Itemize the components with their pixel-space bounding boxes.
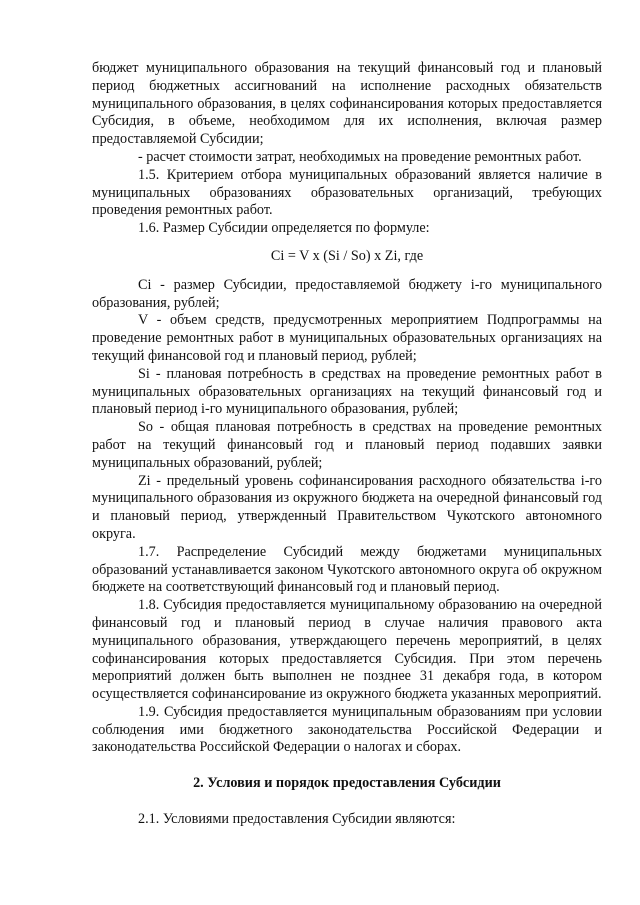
paragraph-2-1: 2.1. Условиями предоставления Субсидии являются: [138, 811, 456, 828]
paragraph-1-5: 1.5. Критерием отбора муниципальных образований является наличие в муниципальных образованиях образовательных организаций, требующих проведения ремонтных работ. [92, 166, 602, 219]
definition-zi: Zi - предельный уровень софинансирования расходного обязательства i-го муниципального образования из окружного бюджета на очередной финансовый год и плановый период, утвержденный Правительством Чукотского автономного округа. [92, 472, 602, 542]
paragraph-budget-continuation: бюджет муниципального образования на текущий финансовый год и плановый период бюджетных ассигнований на исполнение расходных обязательств муниципального образования, в целях софинансирования которых предоставляется Субсидия, в объеме, необходимом для их исполнения, включая размер предоставляемой Субсидии; [92, 60, 602, 148]
paragraph-1-6: 1.6. Размер Субсидии определяется по формуле: [138, 220, 430, 237]
section-heading: 2. Условия и порядок предоставления Субсидии [193, 775, 501, 792]
paragraph-1-9: 1.9. Субсидия предоставляется муниципальным образованиям при условии соблюдения ими бюджетного законодательства Российской Федерации и законодательства Российской Федерации о налогах и сборах. [92, 703, 602, 756]
definition-si: Si - плановая потребность в средствах на проведение ремонтных работ в муниципальных образовательных организациях на текущий финансовый год и плановый период i-го муниципального образования, рублей; [92, 365, 602, 418]
paragraph-cost-calculation: - расчет стоимости затрат, необходимых на проведение ремонтных работ. [138, 148, 582, 165]
paragraph-1-8: 1.8. Субсидия предоставляется муниципальному образованию на очередной финансовый год и плановый период в случае наличия правового акта муниципального образования, утверждающего перечень мероприятий, в целях софинансирования которых предоставляется Субсидия. При этом перечень мероприятий должен быть выполнен не позднее 31 декабря года, в котором осуществляется софинансирование из окружного бюджета указанных мероприятий. [92, 597, 602, 703]
definition-v: V - объем средств, предусмотренных мероприятием Подпрограммы на проведение ремонтных работ в муниципальных образовательных организациях на текущий финансовой год и плановый период, рублей; [92, 312, 602, 364]
paragraph-1-7: 1.7. Распределение Субсидий между бюджетами муниципальных образований устанавливается законом Чукотского автономного округа об окружном бюджете на соответствующий финансовый год и плановый период. [92, 543, 602, 596]
definition-ci: Ci - размер Субсидии, предоставляемой бюджету i-го муниципального образования, рублей; [92, 276, 602, 311]
document-page [92, 60, 602, 829]
definition-so: So - общая плановая потребность в средствах на проведение ремонтных работ на текущий финансовый год и плановый период подавших заявки муниципальных образований, рублей; [92, 419, 602, 471]
subsidy-formula: Ci = V x (Si / So) x Zi, где [270, 247, 424, 264]
